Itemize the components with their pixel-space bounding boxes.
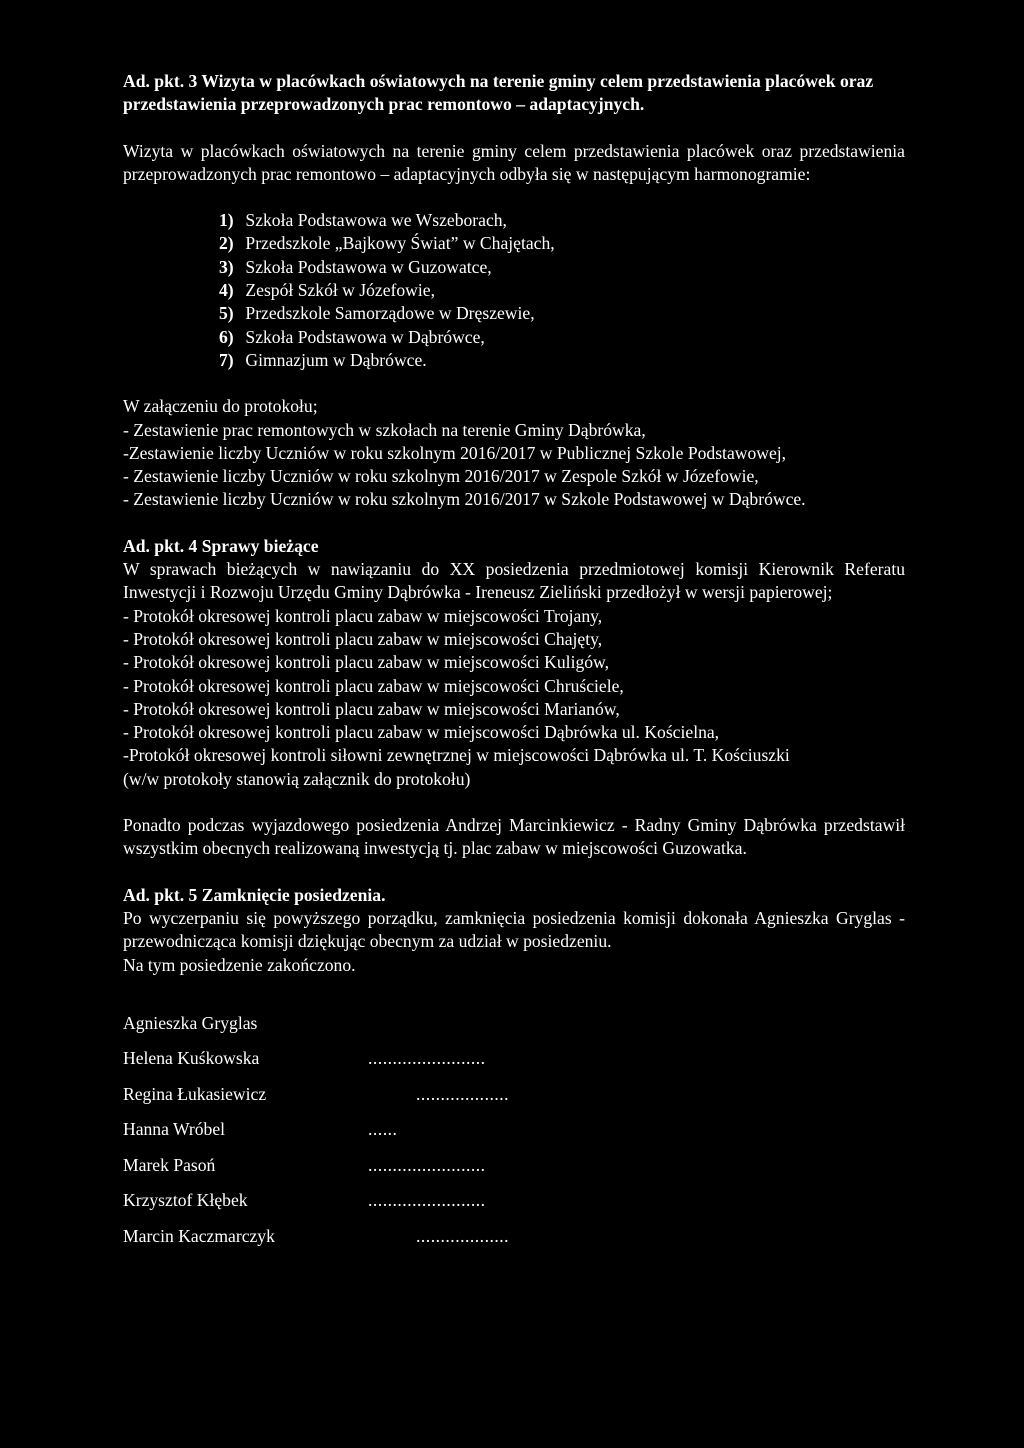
list-item-number: 2) xyxy=(219,233,234,254)
list-item-text: Przedszkole „Bajkowy Świat” w Chajętach, xyxy=(245,233,555,254)
list-item xyxy=(219,232,905,255)
list-item xyxy=(219,279,905,302)
signatory-name: Agnieszka Gryglas xyxy=(123,1012,258,1033)
signatory-name: Regina Łukasiewicz xyxy=(123,1083,267,1104)
list-item-text: Gimnazjum w Dąbrówce. xyxy=(245,349,427,370)
list-item xyxy=(219,349,905,372)
list-item-text: Przedszkole Samorządowe w Dręszewie, xyxy=(245,303,535,324)
section-5-prefix: Ad. pkt. xyxy=(123,884,185,905)
attachments-intro: W załączeniu do protokołu; xyxy=(123,396,318,417)
protocol-line: -Protokół okresowej kontroli siłowni zewnętrznej w miejscowości Dąbrówka ul. T. Kościuszki xyxy=(123,745,790,766)
signature-line: ................... xyxy=(416,1225,510,1246)
signatory-name: Marek Pasoń xyxy=(123,1154,216,1175)
list-item xyxy=(219,302,905,325)
section-3-title: 3 Wizyta w placówkach oświatowych na terenie gminy celem przedstawienia placówek oraz przedstawienia przeprowadzonych prac remontowo – adaptacyjnych. xyxy=(123,71,874,115)
signature-row xyxy=(123,1118,905,1154)
list-item-number: 7) xyxy=(219,349,234,370)
list-item-number: 3) xyxy=(219,256,234,277)
signature-line: ................... xyxy=(416,1083,510,1104)
section-5-heading xyxy=(123,884,905,907)
protocols-note: (w/w protokoły stanowią załącznik do protokołu) xyxy=(123,768,471,789)
protocol-line: - Protokół okresowej kontroli placu zabaw w miejscowości Chajęty, xyxy=(123,628,603,649)
signature-row xyxy=(123,1083,905,1119)
section-5-title: 5 Zamknięcie posiedzenia. xyxy=(188,884,386,905)
signature-row xyxy=(123,1047,905,1083)
section-4-prefix: Ad. pkt. xyxy=(123,535,185,556)
protocol-line: - Protokół okresowej kontroli placu zabaw w miejscowości Marianów, xyxy=(123,698,620,719)
document-body xyxy=(123,70,905,1260)
signature-line: ...... xyxy=(368,1119,398,1140)
signature-list xyxy=(123,1012,905,1261)
section-3-intro: Wizyta w placówkach oświatowych na terenie gminy celem przedstawienia placówek oraz przedstawienia przeprowadzonych prac remontowo – adaptacyjnych odbyła się w następującym harmonogramie: xyxy=(123,140,905,184)
school-visit-list xyxy=(219,209,905,372)
section-3-heading xyxy=(123,70,905,117)
protocol-line: - Protokół okresowej kontroli placu zabaw w miejscowości Kuligów, xyxy=(123,652,610,673)
signature-line: ........................ xyxy=(368,1154,486,1175)
list-item-text: Szkoła Podstawowa w Dąbrówce, xyxy=(245,326,485,347)
list-item-text: Szkoła Podstawowa we Wszeborach, xyxy=(245,210,507,231)
list-item-number: 5) xyxy=(219,303,234,324)
signatory-name: Marcin Kaczmarczyk xyxy=(123,1225,275,1246)
attachment-line: - Zestawienie liczby Uczniów w roku szkolnym 2016/2017 w Zespole Szkół w Józefowie, xyxy=(123,466,759,487)
list-item-number: 6) xyxy=(219,326,234,347)
signature-row xyxy=(123,1154,905,1190)
list-item-text: Szkoła Podstawowa w Guzowatce, xyxy=(245,256,492,277)
section-4-intro: W sprawach bieżących w nawiązaniu do XX posiedzenia przedmiotowej komisji Kierownik Referatu Inwestycji i Rozwoju Urzędu Gminy Dąbrówka - Ireneusz Zieliński przedłożył w wersji papierowej; xyxy=(123,559,905,603)
signature-row xyxy=(123,1012,905,1048)
section-4-paragraph: Ponadto podczas wyjazdowego posiedzenia Andrzej Marcinkiewicz - Radny Gminy Dąbrówka przedstawił wszystkim obecnych realizowaną inwestycją tj. plac zabaw w miejscowości Guzowatka. xyxy=(123,815,905,859)
protocol-line: - Protokół okresowej kontroli placu zabaw w miejscowości Chruściele, xyxy=(123,675,624,696)
signature-row xyxy=(123,1189,905,1225)
list-item xyxy=(219,256,905,279)
attachment-line: -Zestawienie liczby Uczniów w roku szkolnym 2016/2017 w Publicznej Szkole Podstawowej, xyxy=(123,442,787,463)
signature-row xyxy=(123,1225,905,1261)
signatory-name: Hanna Wróbel xyxy=(123,1119,226,1140)
section-4-title: 4 Sprawy bieżące xyxy=(188,535,319,556)
protocol-line: - Protokół okresowej kontroli placu zabaw w miejscowości Dąbrówka ul. Kościelna, xyxy=(123,722,720,743)
signatory-name: Krzysztof Kłębek xyxy=(123,1190,248,1211)
attachment-line: - Zestawienie liczby Uczniów w roku szkolnym 2016/2017 w Szkole Podstawowej w Dąbrówce. xyxy=(123,489,806,510)
section-5-paragraph: Po wyczerpaniu się powyższego porządku, zamknięcia posiedzenia komisji dokonała Agnieszka Gryglas - przewodnicząca komisji dziękując obecnym za udział w posiedzeniu. xyxy=(123,907,905,952)
list-item-text: Zespół Szkół w Józefowie, xyxy=(245,280,435,301)
section-3-prefix: Ad. pkt. xyxy=(123,71,185,91)
list-item-number: 4) xyxy=(219,280,234,301)
signatory-name: Helena Kuśkowska xyxy=(123,1048,260,1069)
signature-line: ........................ xyxy=(368,1048,486,1069)
protocol-line: - Protokół okresowej kontroli placu zabaw w miejscowości Trojany, xyxy=(123,605,603,626)
attachment-line: - Zestawienie prac remontowych w szkołach na terenie Gminy Dąbrówka, xyxy=(123,419,646,440)
list-item-number: 1) xyxy=(219,210,234,231)
section-5-closing: Na tym posiedzenie zakończono. xyxy=(123,954,356,975)
section-4-heading xyxy=(123,535,905,558)
signature-line: ........................ xyxy=(368,1190,486,1211)
list-item xyxy=(219,326,905,349)
list-item xyxy=(219,209,905,232)
